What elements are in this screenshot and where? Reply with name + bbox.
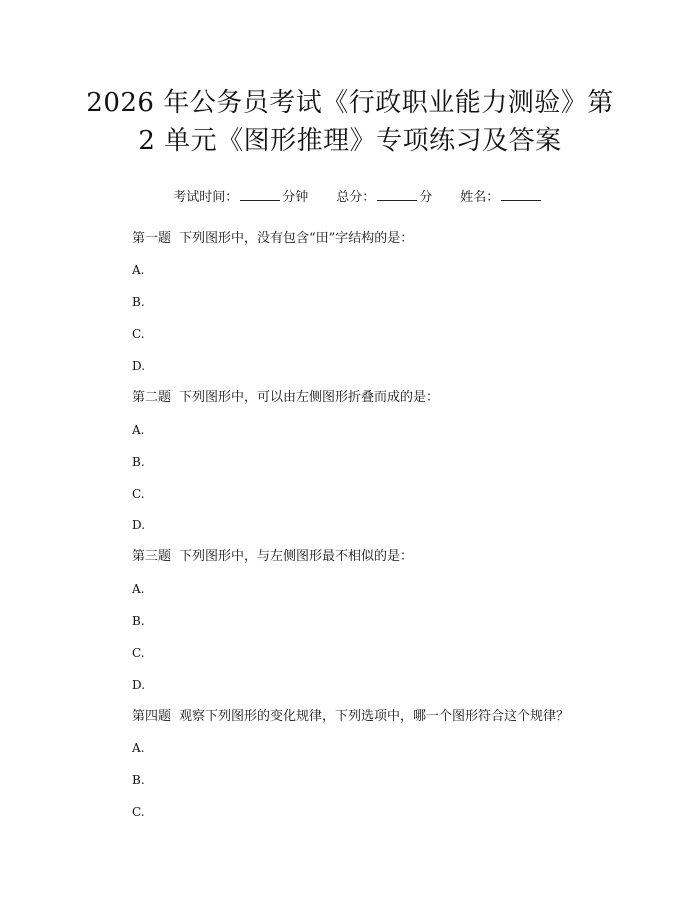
question-4 — [132, 708, 569, 726]
question-4-option-c: C. — [132, 805, 145, 819]
question-3-option-a: A. — [132, 582, 145, 596]
question-1-option-c: C. — [132, 327, 145, 341]
question-number: 第四题 — [132, 709, 172, 724]
exam-time-label: 考试时间： — [173, 190, 239, 205]
total-score-field — [336, 190, 432, 205]
total-score-unit: 分 — [419, 190, 433, 205]
name-field — [460, 190, 543, 205]
document-title — [60, 84, 640, 160]
question-3 — [132, 548, 413, 566]
exam-time-blank — [240, 188, 280, 201]
question-2 — [132, 389, 439, 407]
title-line-1: 2026 年公务员考试《行政职业能力测验》第 — [86, 88, 614, 118]
question-number: 第一题 — [132, 231, 172, 246]
question-text: 下列图形中，与左侧图形最不相似的是： — [179, 549, 414, 564]
question-1-option-b: B. — [132, 295, 145, 309]
question-text: 下列图形中，没有包含“田”字结构的是： — [179, 231, 414, 246]
question-3-option-c: C. — [132, 646, 145, 660]
question-4-option-a: A. — [132, 741, 145, 755]
question-text: 观察下列图形的变化规律，下列选项中，哪一个图形符合这个规律？ — [179, 709, 570, 724]
question-3-option-d: D. — [132, 678, 146, 692]
question-1 — [132, 230, 413, 248]
name-label: 姓名： — [460, 190, 500, 205]
question-text: 下列图形中，可以由左侧图形折叠而成的是： — [179, 390, 440, 405]
question-2-option-a: A. — [132, 423, 145, 437]
exam-meta — [0, 168, 700, 228]
title-line-2: 2 单元《图形推理》专项练习及答案 — [138, 126, 562, 156]
total-score-label: 总分： — [336, 190, 376, 205]
exam-time-field — [173, 190, 308, 205]
question-1-option-d: D. — [132, 359, 146, 373]
question-2-option-c: C. — [132, 487, 145, 501]
question-number: 第二题 — [132, 390, 172, 405]
exam-time-unit: 分钟 — [282, 190, 309, 205]
name-blank — [501, 188, 541, 201]
question-1-option-a: A. — [132, 263, 145, 277]
question-3-option-b: B. — [132, 614, 145, 628]
question-number: 第三题 — [132, 549, 172, 564]
question-2-option-b: B. — [132, 455, 145, 469]
question-4-option-b: B. — [132, 773, 145, 787]
total-score-blank — [377, 188, 417, 201]
question-2-option-d: D. — [132, 518, 146, 532]
